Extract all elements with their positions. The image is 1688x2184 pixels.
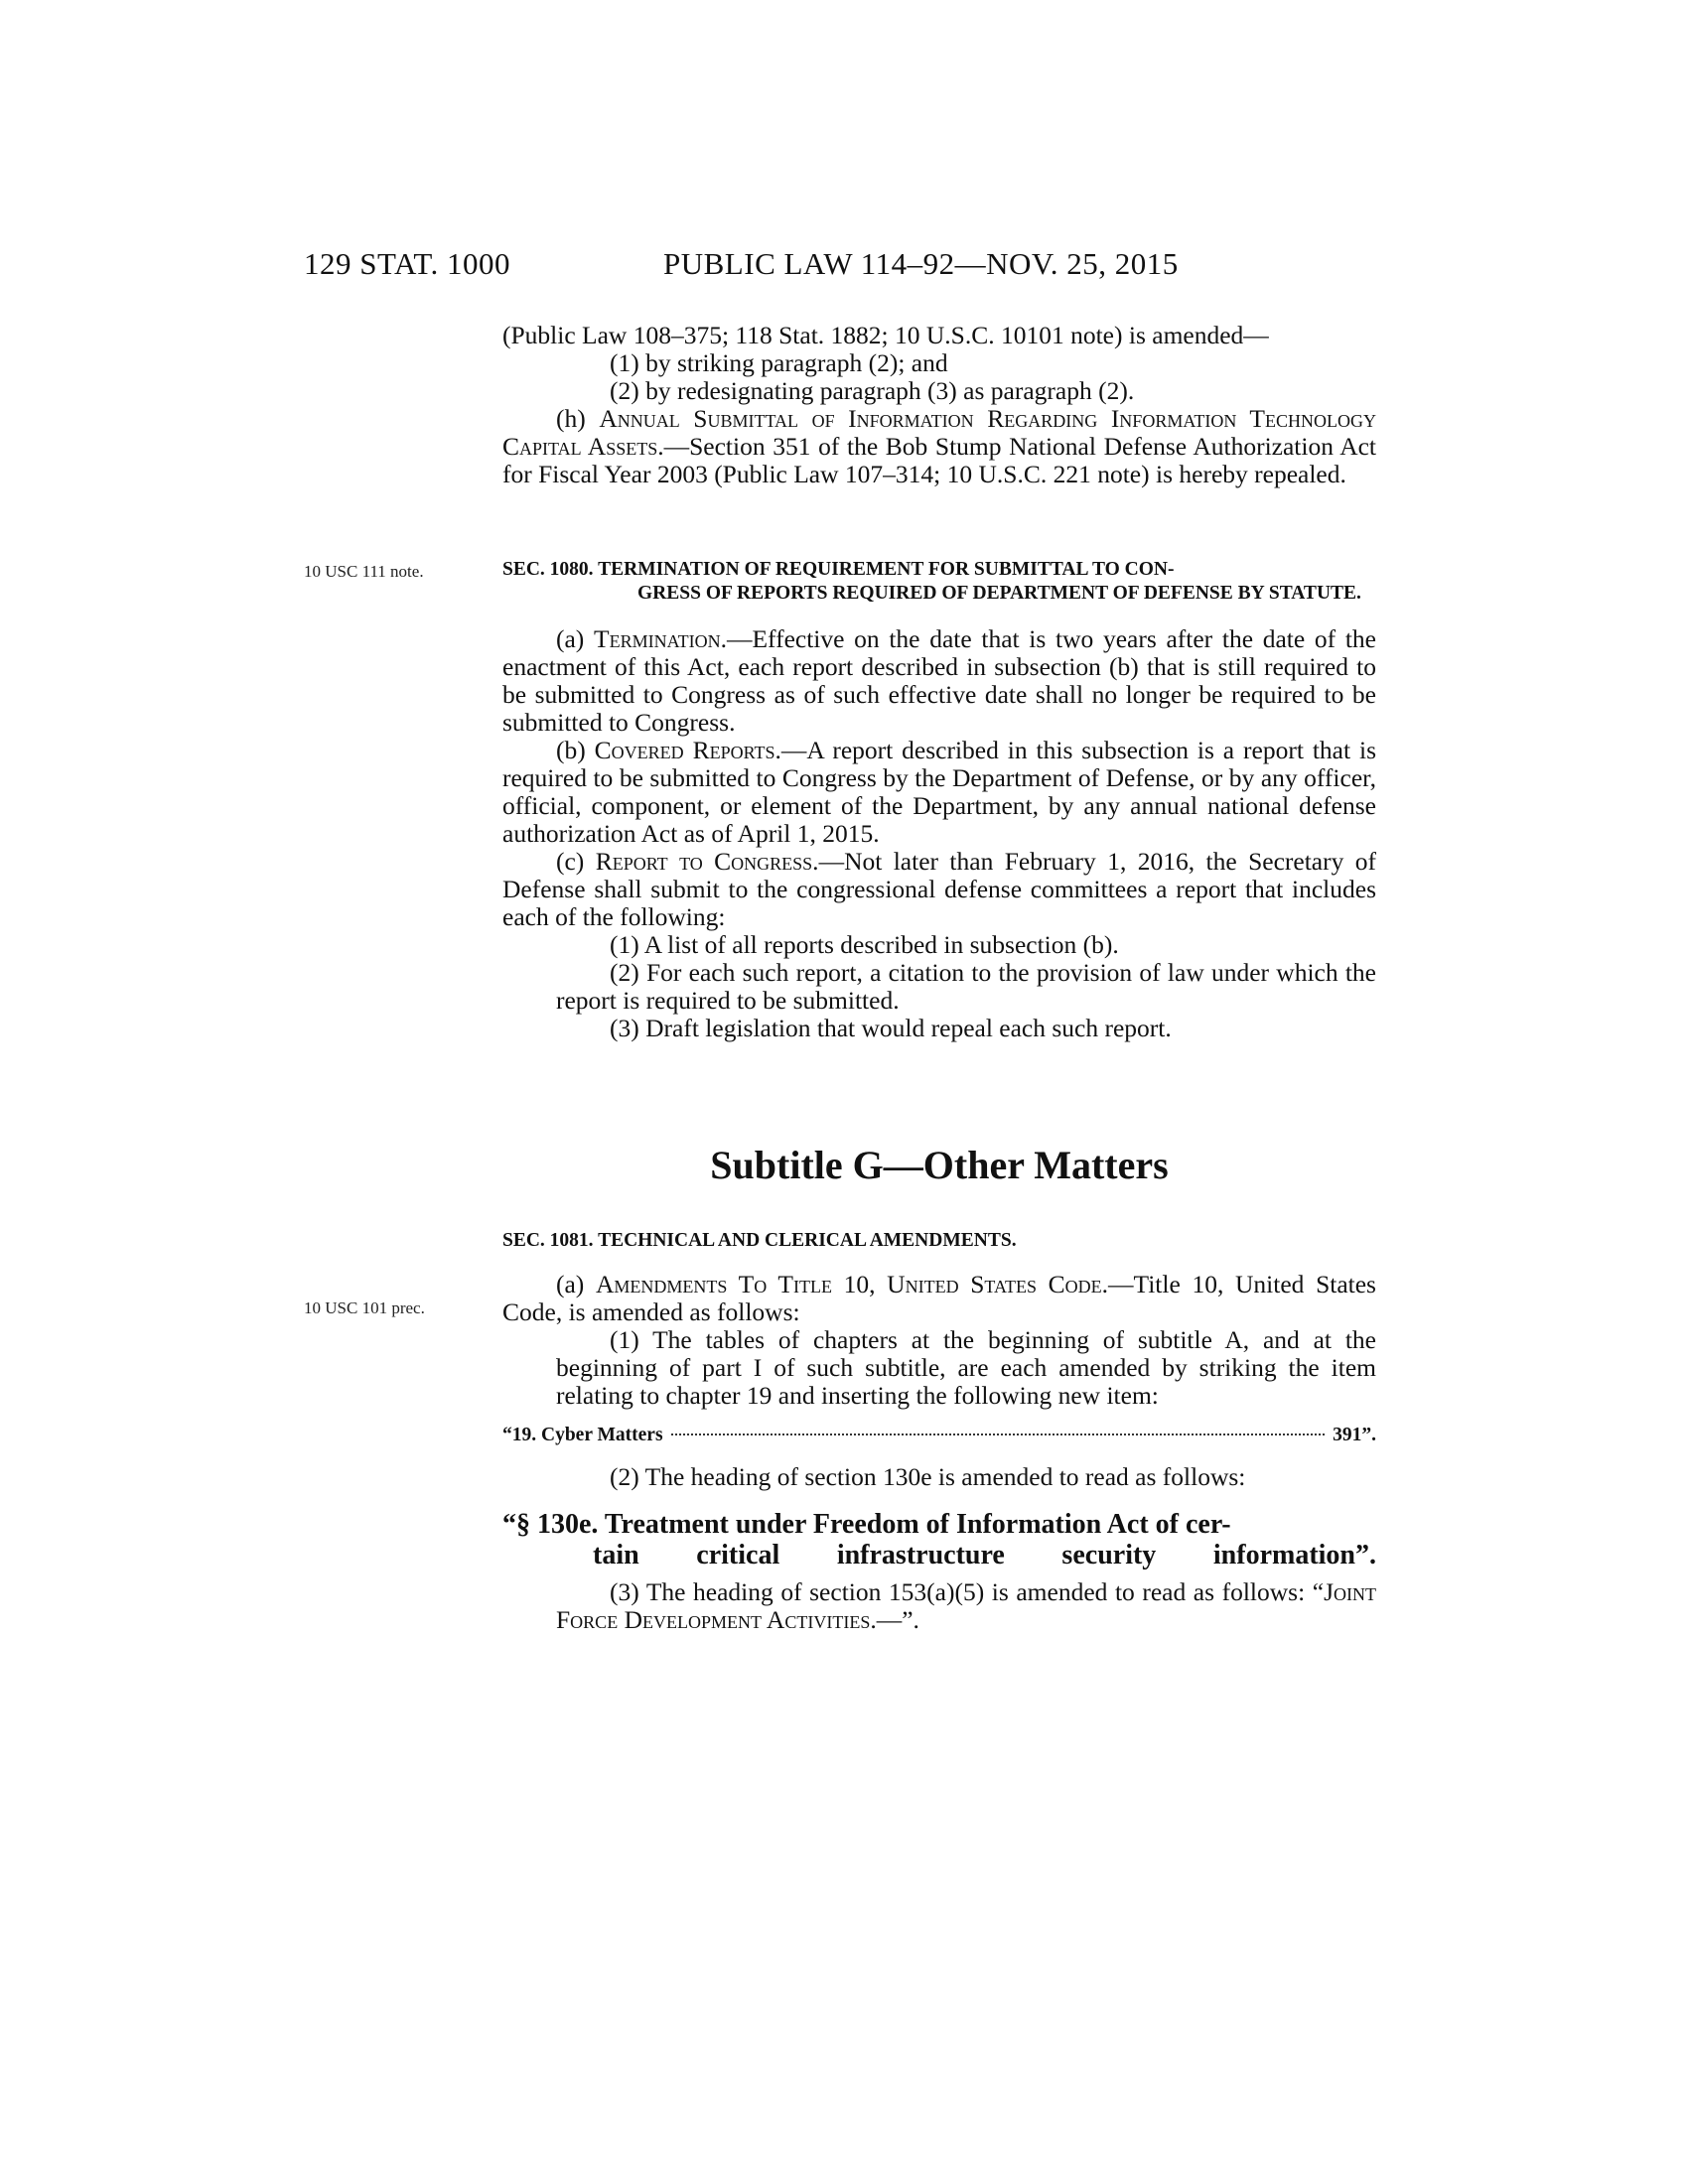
subsection-a-caption: Termination. xyxy=(594,624,727,653)
section-130e-heading-first: “§ 130e. Treatment under Freedom of Information Act of cer- xyxy=(502,1509,1231,1540)
subsection-b-caption: Covered Reports. xyxy=(594,736,781,764)
paragraph-public-law-ref: (Public Law 108–375; 118 Stat. 1882; 10 U.S.C. 10101 note) is amended— xyxy=(502,321,1269,349)
amendment-item-3-start: (3) The heading of section 153(a)(5) is amended to read as follows: “ xyxy=(610,1577,1325,1606)
running-header xyxy=(0,246,1688,286)
subsection-h-text: —Section 351 of the Bob Stump National Defense Authorization Act for Fiscal Year 2003 (Public Law 107–314; 10 U.S.C. 221 note) is hereby repealed. xyxy=(502,432,1377,488)
subsection-1081-a-label: (a) xyxy=(556,1270,585,1298)
section-1080-heading xyxy=(502,558,1376,606)
subsection-b-text: —A report described in this subsection is a report that is required to be submitted to Congress by the Department of Defense, or by any officer, official, component, or element of the Department, by any annual national defense authorization Act as of April 1, 2015. xyxy=(502,736,1376,848)
section-1080 xyxy=(502,558,1376,1042)
paragraph-2-redesignating: (2) by redesignating paragraph (3) as paragraph (2). xyxy=(610,376,1135,405)
amendment-item-3 xyxy=(502,1578,1376,1634)
subsection-h-label: (h) xyxy=(556,404,586,433)
subsection-b-label: (b) xyxy=(556,736,586,764)
amendment-item-1: (1) The tables of chapters at the beginning of subtitle A, and at the beginning of part I of such subtitle, are each amended by striking the item relating to chapter 19 and inserting the following new item: xyxy=(556,1325,1376,1410)
subsection-c-item-2: (2) For each such report, a citation to the provision of law under which the report is required to be submitted. xyxy=(556,958,1376,1015)
section-130e-heading-rest: tain critical infrastructure security information”. xyxy=(593,1540,1376,1570)
subsection-h-caption: Annual Submittal of Information Regarding Information Technology Capital Assets. xyxy=(502,404,1376,461)
subsection-b-covered-reports xyxy=(502,737,1376,848)
subsection-1081-a xyxy=(502,1271,1376,1326)
section-1080-title-first: TERMINATION OF REQUIREMENT FOR SUBMITTAL TO CON- xyxy=(598,559,1175,580)
statute-page-number: 129 STAT. 1000 xyxy=(304,246,511,281)
paragraph-1-striking: (1) by striking paragraph (2); and xyxy=(610,348,948,377)
public-law-citation: PUBLIC LAW 114–92—NOV. 25, 2015 xyxy=(663,246,1179,281)
subsection-a-text: —Effective on the date that is two years after the date of the enactment of this Act, each report described in subsection (b) that is still required to be submitted to Congress as of such effective date shall no longer be required to be submitted to Congress. xyxy=(502,624,1376,737)
leader-dots xyxy=(671,1433,1326,1435)
subsection-a-label: (a) xyxy=(556,624,585,653)
section-1081 xyxy=(502,1229,1376,1634)
subsection-a-termination xyxy=(502,625,1376,737)
chapter-table-item: “19. Cyber Matters xyxy=(502,1425,663,1445)
subsection-c-report xyxy=(502,848,1376,931)
subsection-c-item-3: (3) Draft legislation that would repeal each such report. xyxy=(610,1014,1172,1042)
subsection-c-text: —Not later than February 1, 2016, the Secretary of Defense shall submit to the congressional defense committees a report that includes each of the following: xyxy=(502,847,1377,931)
continuation-block xyxy=(502,322,1376,488)
subtitle-heading: Subtitle G—Other Matters xyxy=(710,1143,1169,1187)
section-1080-number: SEC. 1080. xyxy=(502,559,594,580)
subsection-c-caption: Report to Congress. xyxy=(595,847,819,876)
amendment-item-3-caption: Joint Force Development Activities. xyxy=(556,1577,1376,1634)
subsection-1081-a-caption: Amendments To Title 10, United States Code. xyxy=(595,1270,1109,1298)
chapter-table-entry xyxy=(502,1422,1376,1449)
margin-note-sec1080: 10 USC 111 note. xyxy=(304,562,424,581)
margin-note-sec1081: 10 USC 101 prec. xyxy=(304,1298,425,1317)
subsection-c-item-1: (1) A list of all reports described in subsection (b). xyxy=(610,930,1119,959)
subsection-1081-a-text: —Title 10, United States Code, is amended as follows: xyxy=(502,1270,1376,1326)
chapter-table-page: 391”. xyxy=(1333,1425,1376,1445)
amendment-item-3-end: —”. xyxy=(876,1605,919,1634)
section-1081-heading: SEC. 1081. TECHNICAL AND CLERICAL AMENDMENTS. xyxy=(502,1230,1017,1251)
section-1080-title-rest: GRESS OF REPORTS REQUIRED OF DEPARTMENT OF DEFENSE BY STATUTE. xyxy=(637,583,1361,604)
subsection-h xyxy=(502,405,1376,488)
amendment-item-2: (2) The heading of section 130e is amended to read as follows: xyxy=(610,1462,1246,1491)
section-130e-heading xyxy=(502,1509,1376,1570)
subsection-c-label: (c) xyxy=(556,847,585,876)
